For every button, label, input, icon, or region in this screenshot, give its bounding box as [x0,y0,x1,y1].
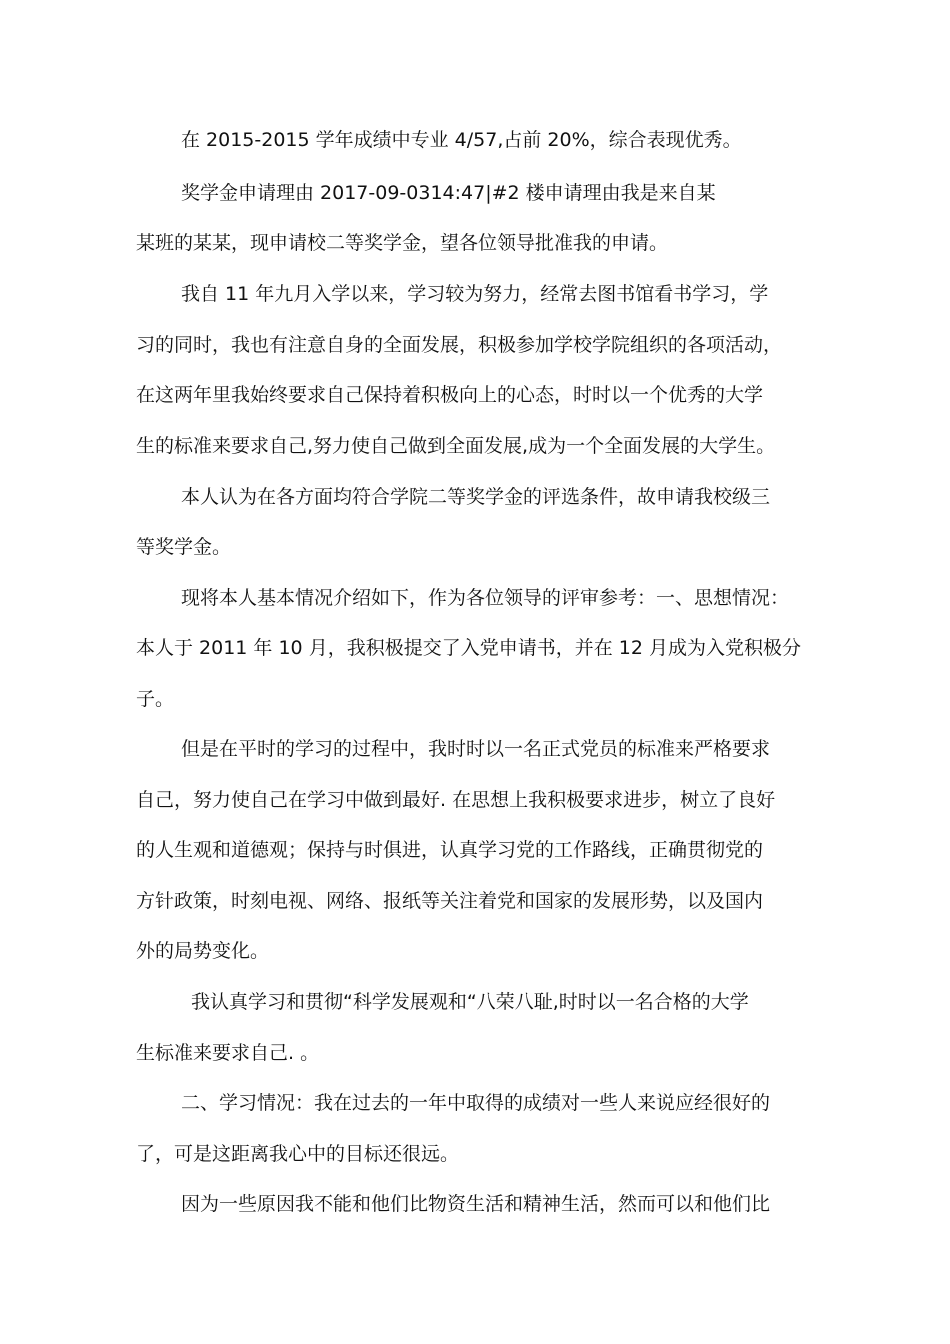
paragraph-9-line-1: 因为一些原因我不能和他们比物资生活和精神生活，然而可以和他们比 [181,1193,771,1215]
paragraph-5-line-1: 现将本人基本情况介绍如下，作为各位领导的评审参考：一、思想情况： [181,587,790,609]
paragraph-4-line-1: 本人认为在各方面均符合学院二等奖学金的评选条件，故申请我校级三 [181,486,771,508]
paragraph-1-line-1: 在 2015-2015 学年成绩中专业 4/57,占前 20%，综合表现优秀。 [181,129,742,151]
paragraph-3-line-3: 在这两年里我始终要求自己保持着积极向上的心态，时时以一个优秀的大学 [136,384,764,406]
paragraph-8-line-2: 了，可是这距离我心中的目标还很远。 [136,1143,460,1165]
paragraph-3-line-2: 习的同时，我也有注意自身的全面发展，积极参加学校学院组织的各项活动， [136,334,783,356]
paragraph-3-line-4: 生的标准来要求自己,努力使自己做到全面发展,成为一个全面发展的大学生。 [136,435,776,457]
paragraph-4-line-2: 等奖学金。 [136,536,232,558]
paragraph-6-line-5: 外的局势变化。 [136,940,270,962]
paragraph-8-line-1: 二、学习情况：我在过去的一年中取得的成绩对一些人来说应经很好的 [181,1092,771,1114]
paragraph-5-line-3: 子。 [136,688,175,710]
paragraph-3-line-1: 我自 11 年九月入学以来，学习较为努力，经常去图书馆看书学习，学 [181,283,769,305]
paragraph-2-line-2: 某班的某某，现申请校二等奖学金，望各位领导批准我的申请。 [136,232,669,254]
paragraph-6-line-4: 方针政策，时刻电视、网络、报纸等关注着党和国家的发展形势，以及国内 [136,890,764,912]
paragraph-2-line-1: 奖学金申请理由 2017-09-0314:47|#2 楼申请理由我是来自某 [181,182,716,204]
paragraph-6-line-2: 自己，努力使自己在学习中做到最好. 在思想上我积极要求进步，树立了良好 [136,789,776,811]
paragraph-7-line-1: 我认真学习和贯彻“科学发展观和“八荣八耻,时时以一名合格的大学 [191,991,749,1013]
paragraph-5-line-2: 本人于 2011 年 10 月，我积极提交了入党申请书，并在 12 月成为入党积极分 [136,637,801,659]
paragraph-6-line-3: 的人生观和道德观；保持与时俱进，认真学习党的工作路线，正确贯彻党的 [136,839,764,861]
paragraph-7-line-2: 生标准来要求自己. 。 [136,1042,320,1064]
paragraph-6-line-1: 但是在平时的学习的过程中，我时时以一名正式党员的标准来严格要求 [181,738,771,760]
